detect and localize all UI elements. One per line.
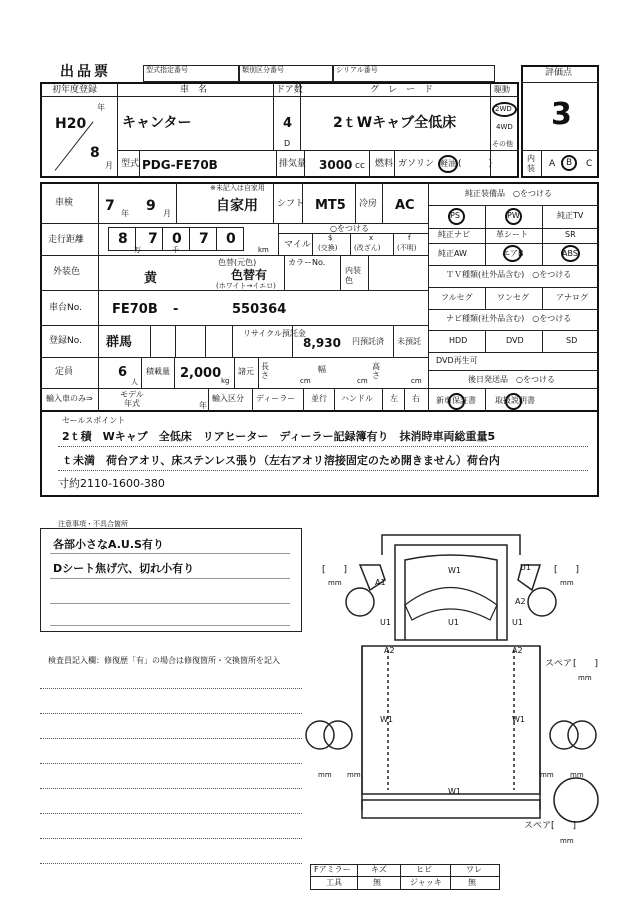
spare-label-bottom: スペア bbox=[524, 821, 552, 831]
handle-right: 右 bbox=[412, 394, 420, 403]
altered-mark: x bbox=[369, 234, 374, 242]
import-label: 輸入車のみ⇒ bbox=[46, 394, 93, 403]
equip-airbag: エアB bbox=[502, 249, 524, 258]
shaken-gatsu: 月 bbox=[163, 209, 171, 218]
color-label: 外装色 bbox=[53, 267, 81, 277]
drive-other: その他 bbox=[492, 140, 513, 148]
doors-label: ドア数 bbox=[276, 85, 303, 95]
legend-header: ワレ bbox=[466, 865, 482, 874]
odometer-digit: 8 bbox=[118, 231, 128, 247]
car-name: キャンター bbox=[122, 115, 192, 131]
fuel-light-oil: 軽油 bbox=[440, 159, 456, 168]
serial-number-label: シリアル番号 bbox=[336, 66, 378, 74]
repaint-detail: (ホワイト→イエロ) bbox=[216, 282, 276, 290]
length-cm: cm bbox=[300, 377, 311, 385]
shift-label: シフト bbox=[277, 199, 305, 209]
diagram-a2-bed: A2 bbox=[512, 646, 523, 655]
navi-dvd-play: DVD再生可 bbox=[436, 356, 478, 365]
legend-value: 無 bbox=[373, 878, 381, 887]
tv-oneseg: ワンセグ bbox=[497, 293, 529, 302]
odometer-digit: 7 bbox=[148, 231, 158, 247]
diagram-a1: A1 bbox=[375, 578, 386, 587]
odometer-digit: 0 bbox=[226, 231, 236, 247]
handle-label: ハンドル bbox=[341, 394, 373, 403]
legend-value: ジャッキ bbox=[410, 878, 442, 887]
chassis-model: FE70B bbox=[112, 302, 158, 317]
color-number-label: カラーNo. bbox=[288, 258, 326, 267]
inspector-line bbox=[40, 713, 302, 714]
drive-2wd: 2WD bbox=[495, 105, 512, 113]
spare-mm-top: mm bbox=[578, 674, 592, 682]
displacement-label: 排気量 bbox=[279, 159, 307, 169]
tv-analog: アナログ bbox=[556, 293, 588, 302]
chassis-dash: - bbox=[173, 302, 179, 317]
wheel-mm-2: mm bbox=[347, 771, 361, 779]
year-unit: 年 bbox=[97, 103, 105, 112]
reg-label: 登録No. bbox=[49, 336, 82, 346]
equip-ps: PS bbox=[450, 211, 460, 220]
later-items-title: 後日発送品 ○をつける bbox=[468, 375, 555, 384]
diagram-u1-center: U1 bbox=[448, 618, 459, 627]
sales-line-3: 寸約2110-1600-380 bbox=[58, 477, 165, 490]
displacement-value: 3000 bbox=[319, 158, 353, 172]
diagram-u1-left: U1 bbox=[380, 618, 391, 627]
capacity-value: 6 bbox=[118, 365, 128, 380]
load-label: 積載量 bbox=[146, 367, 170, 376]
inspector-note: 検査員記入欄：修復歴「有」の場合は修復箇所・交換箇所を記入 bbox=[48, 656, 280, 665]
sen-unit: 千 bbox=[172, 246, 179, 254]
model-year-label: モデル年式 bbox=[120, 390, 144, 408]
fuel-gasoline: ガソリン bbox=[398, 159, 435, 169]
tv-fullseg: フルセグ bbox=[441, 293, 473, 302]
car-name-label: 車 名 bbox=[180, 85, 208, 95]
import-class-label: 輸入区分 bbox=[212, 394, 244, 403]
interior-b: B bbox=[566, 158, 573, 168]
interior-label: 内装 bbox=[527, 154, 535, 173]
model-year-nen: 年 bbox=[199, 401, 207, 410]
unknown-mark: f bbox=[408, 234, 411, 242]
equip-sr: SR bbox=[565, 230, 576, 239]
diagram-w1-left: W1 bbox=[380, 715, 393, 724]
km-unit: km bbox=[258, 246, 269, 254]
grade-label: グ レ ー ド bbox=[370, 85, 434, 95]
recycle-unit: 円預託済 bbox=[352, 337, 384, 346]
chassis-number: 550364 bbox=[232, 302, 287, 317]
interior-a: A bbox=[549, 159, 556, 169]
repaint-label: 色替(元色) bbox=[218, 258, 257, 267]
diagram-bracket-right: [ ] bbox=[554, 565, 580, 575]
cert-number-label: 型式指定番号 bbox=[146, 66, 188, 74]
inspector-line bbox=[40, 788, 302, 789]
spare-label-top: スペア bbox=[545, 659, 573, 669]
fuel-other: ( ) bbox=[458, 159, 493, 169]
diagram-mm-right: mm bbox=[560, 579, 574, 587]
shaken-month: 9 bbox=[146, 198, 156, 214]
notes-label: 注意事項・不具合箇所 bbox=[58, 520, 128, 528]
drive-label: 駆動 bbox=[494, 85, 510, 94]
diagram-w1-rear: W1 bbox=[448, 787, 461, 796]
reg-value: 群馬 bbox=[106, 335, 133, 350]
inspector-line bbox=[40, 813, 302, 814]
month-unit: 月 bbox=[105, 161, 113, 170]
wheel-mm-3: mm bbox=[540, 771, 554, 779]
class-number-label: 類別区分番号 bbox=[242, 66, 284, 74]
notes-line-2: Dシート焦げ穴、切れ小有り bbox=[53, 562, 195, 575]
capacity-unit: 人 bbox=[131, 378, 138, 386]
legend-value: 工具 bbox=[326, 878, 342, 887]
score-label: 評価点 bbox=[545, 68, 573, 78]
inspector-line bbox=[40, 763, 302, 764]
equip-leather: 革シート bbox=[496, 230, 528, 239]
width-label: 幅 bbox=[318, 365, 326, 374]
man-unit: 万 bbox=[134, 246, 141, 254]
import-dealer: ディーラー bbox=[256, 394, 296, 403]
mileage-label: 走行距離 bbox=[48, 235, 85, 245]
load-value: 2,000 bbox=[180, 366, 222, 381]
mile-label: マイル bbox=[284, 240, 311, 250]
fuel-label: 燃料 bbox=[375, 159, 394, 169]
spare-bracket-top: [ ] bbox=[573, 659, 599, 669]
drive-4wd: 4WD bbox=[496, 123, 513, 131]
repaint-value: 色替有 bbox=[231, 268, 268, 282]
cc-unit: cc bbox=[355, 161, 365, 171]
model-label: 型式 bbox=[121, 159, 140, 169]
shaken-nen: 年 bbox=[121, 209, 129, 218]
mark-instruction: ○をつける bbox=[330, 224, 369, 233]
aircon-value: AC bbox=[395, 198, 415, 213]
notes-line-1: 各部小さなA.U.S有り bbox=[53, 538, 164, 551]
import-parallel: 並行 bbox=[311, 394, 327, 403]
width-cm: cm bbox=[357, 377, 368, 385]
usage-value: 自家用 bbox=[216, 198, 258, 214]
kg-unit: kg bbox=[221, 377, 230, 385]
navi-dvd: DVD bbox=[506, 336, 524, 345]
inspector-line bbox=[40, 688, 302, 689]
capacity-label: 定員 bbox=[55, 367, 74, 377]
diagram-mm-left: mm bbox=[328, 579, 342, 587]
tv-type-title: ＴＶ種類(社外品含む) ○をつける bbox=[446, 270, 572, 279]
not-deposited: 未預託 bbox=[397, 337, 421, 346]
recycle-label: リサイクル預託金 bbox=[243, 329, 306, 338]
diagram-a2-left: A2 bbox=[384, 646, 395, 655]
equip-aw: 純正AW bbox=[438, 249, 467, 258]
wheel-mm-1: mm bbox=[318, 771, 332, 779]
equip-pw: PW bbox=[507, 211, 520, 220]
door-unit: D bbox=[284, 139, 291, 148]
inspector-line bbox=[40, 838, 302, 839]
inspector-line bbox=[40, 738, 302, 739]
dims-label: 諸元 bbox=[238, 367, 254, 376]
swap-option: (交換) bbox=[318, 244, 338, 252]
shift-value: MT5 bbox=[315, 198, 346, 213]
length-label: 長さ bbox=[261, 362, 269, 380]
grade-value: 2ｔWキャブ全低床 bbox=[333, 115, 457, 131]
aircon-label: 冷房 bbox=[359, 199, 378, 209]
legend-header: キズ bbox=[371, 865, 387, 874]
first-reg-month: 8 bbox=[90, 145, 100, 161]
navi-hdd: HDD bbox=[449, 336, 468, 345]
diagram-bracket-left: [ ] bbox=[322, 565, 348, 575]
equip-navi: 純正ナビ bbox=[438, 230, 470, 239]
later-manual: 取扱説明書 bbox=[495, 396, 535, 405]
odometer-digit: 0 bbox=[172, 231, 182, 247]
sales-line-1: 2ｔ積 Wキャブ 全低床 リアヒーター ディーラー記録簿有り 抹消時車両総重量5 bbox=[62, 430, 496, 443]
model-value: PDG-FE70B bbox=[142, 158, 218, 172]
sales-line-2: ｔ未満 荷台アオリ、床ステンレス張り（左右アオリ溶接固定のため開きません）荷台内 bbox=[62, 454, 500, 467]
equip-abs: ABS bbox=[562, 249, 578, 258]
legend-header: ヒビ bbox=[416, 865, 432, 874]
spare-mm-bottom: mm bbox=[560, 837, 574, 845]
score-value: 3 bbox=[551, 97, 572, 132]
diagram-u1-right-lower: U1 bbox=[512, 618, 523, 627]
navi-sd: SD bbox=[566, 336, 578, 345]
wheel-mm-4: mm bbox=[570, 771, 584, 779]
private-use-note: ※未記入は自家用 bbox=[210, 184, 265, 192]
diagram-u1-right: U1 bbox=[520, 563, 531, 572]
first-reg-label: 初年度登録 bbox=[52, 85, 98, 95]
color-value: 黄 bbox=[144, 271, 158, 286]
height-label: 高さ bbox=[372, 362, 380, 380]
legend-value: 無 bbox=[468, 878, 476, 887]
handle-left: 左 bbox=[390, 394, 398, 403]
later-warranty: 新車保証書 bbox=[436, 396, 476, 405]
diagram-w1-top: W1 bbox=[448, 566, 461, 575]
unknown-option: (不明) bbox=[397, 244, 417, 252]
recycle-value: 8,930 bbox=[303, 336, 341, 350]
legend-header: Fアミラー bbox=[314, 865, 351, 874]
form-title: 出品票 bbox=[60, 64, 111, 80]
doors-value: 4 bbox=[283, 116, 293, 131]
equipment-title: 純正装備品 ○をつける bbox=[465, 189, 552, 198]
interior-color-label: 内装色 bbox=[345, 266, 361, 285]
shaken-year: 7 bbox=[105, 198, 115, 214]
inspector-line bbox=[40, 863, 302, 864]
diagram-a2-right: A2 bbox=[515, 597, 526, 606]
interior-c: C bbox=[586, 159, 593, 169]
first-reg-year: H20 bbox=[55, 116, 87, 132]
sales-point-label: セールスポイント bbox=[62, 416, 126, 425]
navi-type-title: ナビ種類(社外品含む) ○をつける bbox=[446, 314, 572, 323]
shaken-label: 車検 bbox=[55, 198, 74, 208]
odometer-digit: 7 bbox=[199, 231, 209, 247]
swap-mark: $ bbox=[328, 234, 333, 242]
height-cm: cm bbox=[411, 377, 422, 385]
diagram-w1-right: W1 bbox=[512, 715, 525, 724]
altered-option: (改ざん) bbox=[354, 244, 381, 252]
equip-tv: 純正TV bbox=[557, 211, 584, 220]
spare-bracket-bottom: [ ] bbox=[551, 821, 577, 831]
chassis-label: 車台No. bbox=[49, 303, 82, 313]
